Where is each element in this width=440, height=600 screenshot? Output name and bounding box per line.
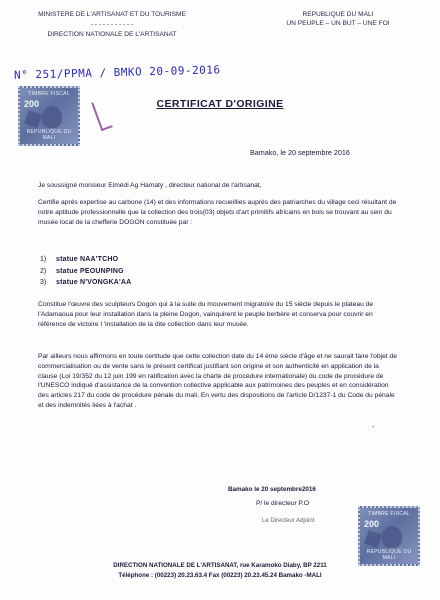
header-separator: - - - - - - - - - - - <box>90 21 134 28</box>
paragraph-certification <box>38 198 398 227</box>
directorate-name: DIRECTION NATIONALE DE L'ARTISANAT <box>47 31 177 38</box>
stamp-title: TIMBRE FISCAL <box>368 511 410 517</box>
fiscal-stamp-top <box>18 86 80 146</box>
signatory-text: Je soussigné monsieur Elmédi Ag Hamaty , directeur national de l'artisanat, <box>38 182 262 189</box>
place-date: Bamako, le 20 septembre 2016 <box>250 148 350 157</box>
fiscal-stamp-bottom <box>358 506 420 566</box>
paragraph-authenticity <box>38 352 398 411</box>
signatory-role: P/ le directeur P.O <box>256 500 310 507</box>
stamp-footer: REPUBLIQUE DU MALI <box>26 129 72 141</box>
certification-text: Certifie après expertise au carbone (14) et des informations recueillies auprès des patriarches du village ceci résultant de notre aptitude professionnelle que la collection des trois(03) objets d'art primitifs africains en bois se trouvant au sein du musée local de la chefferie DOGON constituée par : <box>38 199 397 226</box>
stamp-title: TIMBRE FISCAL <box>28 91 70 97</box>
republic-header <box>248 10 428 28</box>
list-item: 2) statue PEOUNPING <box>40 267 124 275</box>
list-item: 1) statue NAA'TCHO <box>40 256 119 263</box>
footer-contact: Téléphone : (00223) 20.23.63.4 Fax (00223) 20.23.45.24 Bamako -MALI <box>118 572 322 579</box>
mali-map-icon <box>24 110 42 128</box>
mali-map-icon <box>364 530 382 548</box>
stamp-value: 200 <box>364 519 380 529</box>
stamp-footer: REPUBLIQUE DU MALI <box>366 549 412 561</box>
ministry-name: MINISTERE DE L'ARTISANAT ET DU TOURISME <box>38 11 186 18</box>
signatory-title: Le Directeur Adjoint <box>262 518 315 524</box>
paragraph-signatory <box>38 181 398 191</box>
reference-number: N° 251/PPMA / BMKO <box>13 65 143 82</box>
coat-of-arms-icon <box>382 526 402 548</box>
authenticity-text: Par ailleurs nous affirmons en toute certitude que cette collection date du 14 ème siècle d'âge et ne saurait faire l'objet de commercialisation ou de vente sans le présent certificat justifiant son origine et son authenticité en application de la clause (Loi 19/352 du 12 juin 199 en ratification avec la charte de procédure internationale) du code de procédure de l'UNESCO indiqué d'assistance de la convention collective applicable aux patrimoines des peuples et en considération des articles 217 du code de procédure pénale du mali, En vertu des dispositions de l'article D/1237-1 du Code du pénale et des indemnités liées à l'achat . <box>38 353 397 409</box>
paragraph-origin <box>38 300 398 329</box>
republic-name: REPUBLIQUE DU MALI <box>302 11 374 18</box>
statue-list <box>40 254 131 289</box>
signature-date: Bamako le 20 septembre2016 <box>228 486 316 493</box>
margin-dash: - <box>372 424 375 431</box>
handwritten-reference <box>14 63 221 81</box>
national-motto: UN PEUPLE – UN BUT – UNE FOI <box>286 20 390 27</box>
origin-text: Constitue l'œuvre des sculpteurs Dogon qui à la suite du mouvement migratoire du 15 siècle depuis le plateau de l'Adamaoua pour leur installation dans la pleine Dogon, vainquirent le peuple berbère et conserva pour couvrir en référence de victoire l 'installation de la dite collection dans leur musée. <box>38 301 374 328</box>
document-title: CERTIFICAT D'ORIGINE <box>156 98 284 110</box>
stamp-value: 200 <box>24 99 40 109</box>
handwritten-date: 20-09-2016 <box>149 63 221 79</box>
ministry-header <box>12 10 212 39</box>
footer-address: DIRECTION NATIONALE DE L'ARTISANAT, rue Karamoko Diaby, BP 2211 <box>113 562 327 569</box>
list-item: 3) statue N'VONGKA'AA <box>40 279 132 286</box>
